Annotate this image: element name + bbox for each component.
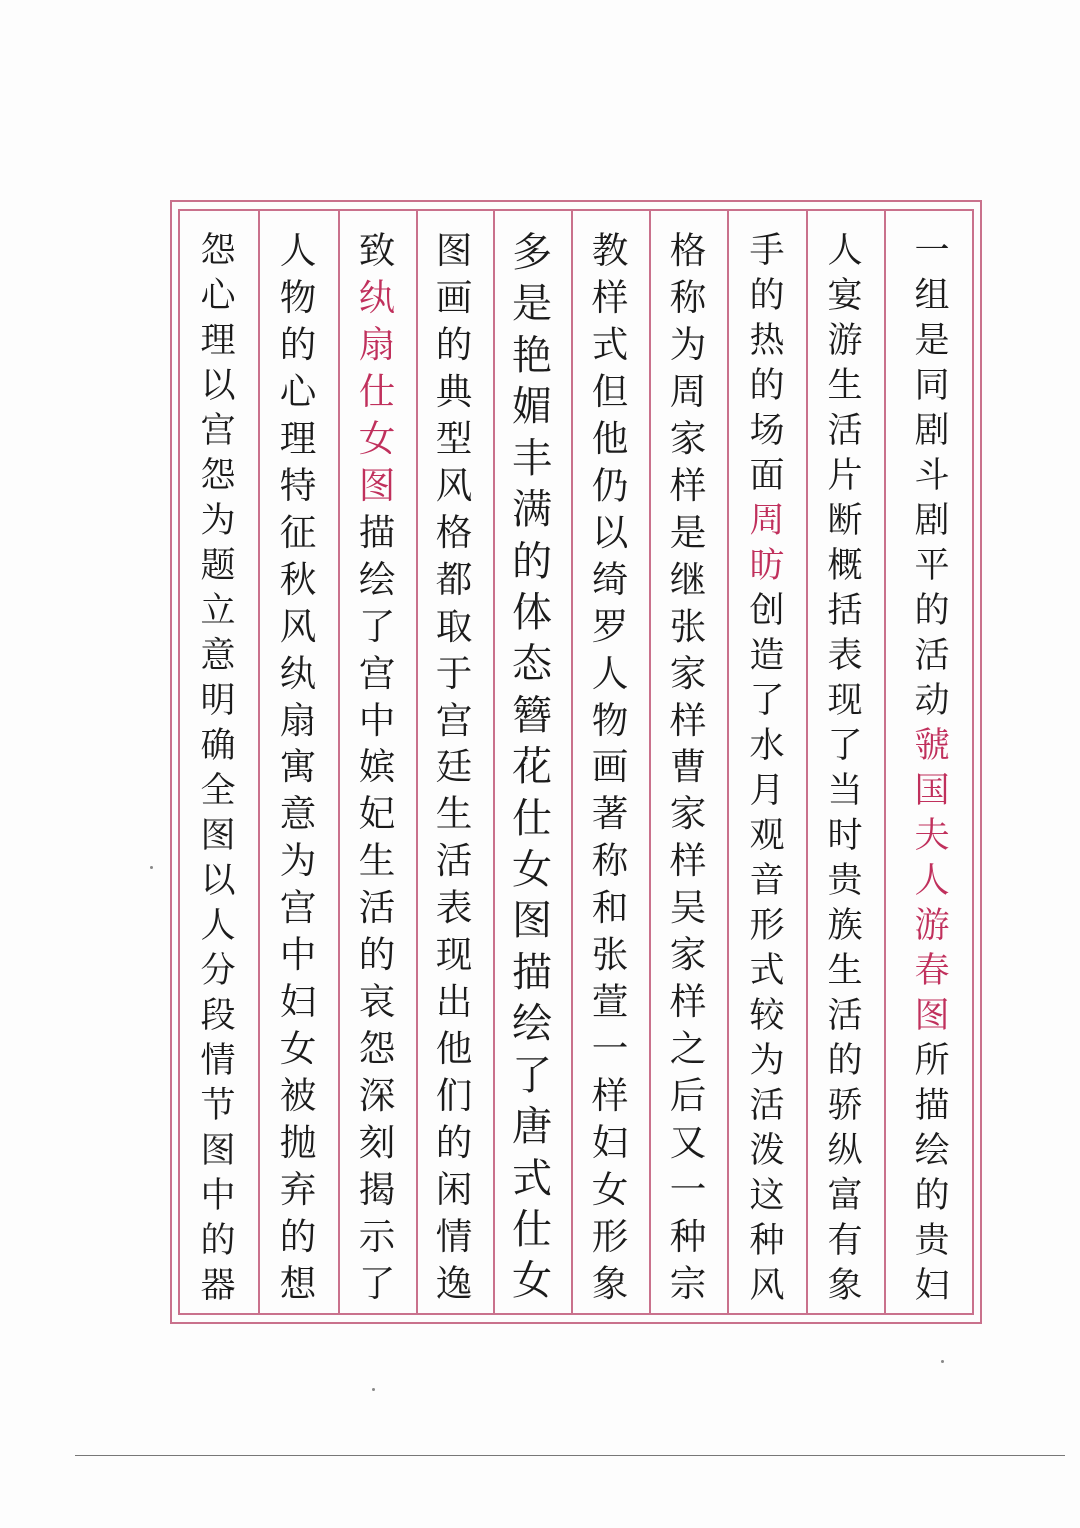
character: 生	[358, 839, 396, 883]
character: 分	[200, 950, 236, 991]
character: 后	[669, 1074, 707, 1118]
character: 泼	[749, 1130, 785, 1171]
character: 曹	[669, 745, 707, 789]
character: 称	[591, 839, 629, 883]
text-column	[424, 228, 484, 1308]
character: 但	[591, 369, 629, 413]
character: 的	[279, 1215, 317, 1259]
character: 剧	[914, 500, 950, 541]
character: 立	[200, 590, 236, 631]
character: 一	[591, 1027, 629, 1071]
character: 著	[591, 792, 629, 836]
character: 示	[358, 1215, 396, 1259]
character: 组	[914, 275, 950, 316]
text-column	[902, 228, 962, 1308]
character: 了	[749, 680, 785, 721]
character: 春	[914, 950, 950, 991]
character: 扇	[279, 698, 317, 742]
character: 虢	[914, 725, 950, 766]
text-column	[347, 228, 407, 1308]
character: 样	[669, 980, 707, 1024]
character: 人	[827, 230, 863, 271]
character: 面	[749, 455, 785, 496]
character: 仍	[591, 463, 629, 507]
character: 宫	[358, 651, 396, 695]
character: 称	[669, 275, 707, 319]
character: 以	[200, 365, 236, 406]
character: 又	[669, 1121, 707, 1165]
character: 形	[591, 1215, 629, 1259]
character: 家	[669, 416, 707, 460]
character: 的	[749, 365, 785, 406]
character: 风	[749, 1265, 785, 1306]
character: 的	[511, 538, 553, 585]
character: 是	[914, 320, 950, 361]
character: 绮	[591, 557, 629, 601]
ink-speck	[150, 866, 153, 869]
character: 的	[435, 1121, 473, 1165]
character: 富	[827, 1175, 863, 1216]
character: 教	[591, 229, 629, 272]
character: 了	[358, 1261, 396, 1305]
character: 象	[827, 1265, 863, 1306]
character: 式	[511, 1155, 553, 1202]
character: 音	[749, 860, 785, 901]
character: 物	[279, 275, 317, 319]
character: 生	[827, 365, 863, 406]
character: 宫	[279, 886, 317, 930]
character: 式	[749, 950, 785, 991]
character: 情	[435, 1215, 473, 1259]
character: 水	[749, 725, 785, 766]
character: 断	[827, 500, 863, 541]
character: 出	[435, 980, 473, 1024]
character: 画	[591, 745, 629, 789]
character: 怨	[200, 230, 236, 271]
character: 被	[279, 1074, 317, 1118]
character: 为	[279, 839, 317, 883]
character: 人	[279, 229, 317, 272]
character: 手	[749, 230, 785, 271]
character: 中	[279, 933, 317, 977]
character: 意	[200, 635, 236, 676]
character: 周	[669, 369, 707, 413]
character: 活	[435, 839, 473, 883]
character: 的	[749, 275, 785, 316]
character: 一	[914, 230, 950, 271]
character: 平	[914, 545, 950, 586]
character: 当	[827, 770, 863, 811]
character: 女	[279, 1027, 317, 1071]
character: 哀	[358, 980, 396, 1024]
column-divider	[493, 211, 495, 1313]
character: 场	[749, 410, 785, 451]
character: 丰	[511, 435, 553, 482]
text-column	[815, 228, 875, 1308]
character: 题	[200, 545, 236, 586]
character: 活	[914, 635, 950, 676]
character: 妃	[358, 792, 396, 836]
character: 中	[358, 698, 396, 742]
character: 贵	[914, 1220, 950, 1261]
character: 家	[669, 792, 707, 836]
character: 花	[511, 744, 553, 791]
character: 妇	[279, 980, 317, 1024]
character: 以	[200, 860, 236, 901]
text-column	[658, 228, 718, 1308]
character: 为	[669, 322, 707, 366]
character: 格	[669, 229, 707, 272]
character: 型	[435, 416, 473, 460]
character: 女	[511, 1258, 553, 1305]
character: 宫	[200, 410, 236, 451]
character: 纵	[827, 1130, 863, 1171]
character: 节	[200, 1085, 236, 1126]
character: 闲	[435, 1168, 473, 1212]
ink-speck	[941, 1360, 944, 1363]
page-edge-line	[75, 1455, 1065, 1456]
character: 绘	[914, 1130, 950, 1171]
character: 游	[914, 905, 950, 946]
character: 扇	[358, 322, 396, 366]
character: 生	[435, 792, 473, 836]
character: 继	[669, 557, 707, 601]
character: 确	[200, 725, 236, 766]
character: 绘	[358, 557, 396, 601]
character: 秋	[279, 557, 317, 601]
character: 式	[591, 322, 629, 366]
character: 活	[827, 995, 863, 1036]
character: 妇	[914, 1265, 950, 1306]
character: 的	[279, 322, 317, 366]
character: 怨	[358, 1027, 396, 1071]
character: 人	[200, 905, 236, 946]
character: 吴	[669, 886, 707, 930]
character: 所	[914, 1040, 950, 1081]
character: 态	[511, 641, 553, 688]
character: 现	[827, 680, 863, 721]
character: 这	[749, 1175, 785, 1216]
character: 宫	[435, 698, 473, 742]
character: 画	[435, 275, 473, 319]
character: 张	[591, 933, 629, 977]
character: 弃	[279, 1168, 317, 1212]
character: 一	[669, 1168, 707, 1212]
character: 图	[435, 229, 473, 272]
character: 媚	[511, 384, 553, 431]
character: 表	[827, 635, 863, 676]
character: 种	[669, 1215, 707, 1259]
character: 括	[827, 590, 863, 631]
character: 萱	[591, 980, 629, 1024]
character: 了	[511, 1052, 553, 1099]
character: 宴	[827, 275, 863, 316]
character: 纨	[358, 275, 396, 319]
character: 表	[435, 886, 473, 930]
character: 夫	[914, 815, 950, 856]
text-column	[188, 228, 248, 1308]
character: 现	[435, 933, 473, 977]
character: 揭	[358, 1168, 396, 1212]
character: 纨	[279, 651, 317, 695]
character: 图	[511, 898, 553, 945]
character: 活	[358, 886, 396, 930]
character: 逸	[435, 1261, 473, 1305]
character: 于	[435, 651, 473, 695]
character: 片	[827, 455, 863, 496]
character: 中	[200, 1175, 236, 1216]
character: 抛	[279, 1121, 317, 1165]
character: 观	[749, 815, 785, 856]
character: 女	[511, 847, 553, 894]
text-column	[268, 228, 328, 1308]
character: 理	[279, 416, 317, 460]
character: 嫔	[358, 745, 396, 789]
character: 图	[914, 995, 950, 1036]
character: 造	[749, 635, 785, 676]
character: 生	[827, 950, 863, 991]
column-divider	[338, 211, 340, 1313]
character: 怨	[200, 455, 236, 496]
character: 人	[914, 860, 950, 901]
character: 热	[749, 320, 785, 361]
character: 了	[358, 604, 396, 648]
character: 绘	[511, 1001, 553, 1048]
character: 贵	[827, 860, 863, 901]
column-divider	[416, 211, 418, 1313]
text-column	[737, 228, 797, 1308]
character: 月	[749, 770, 785, 811]
column-divider	[258, 211, 260, 1313]
character: 满	[511, 487, 553, 534]
character: 样	[591, 275, 629, 319]
character: 样	[669, 839, 707, 883]
character: 的	[358, 933, 396, 977]
character: 宗	[669, 1261, 707, 1305]
character: 女	[591, 1168, 629, 1212]
text-column	[502, 228, 562, 1308]
character: 段	[200, 995, 236, 1036]
character: 征	[279, 510, 317, 554]
character: 物	[591, 698, 629, 742]
character: 的	[827, 1040, 863, 1081]
character: 他	[435, 1027, 473, 1071]
character: 斗	[914, 455, 950, 496]
character: 是	[511, 281, 553, 328]
character: 之	[669, 1027, 707, 1071]
character: 风	[435, 463, 473, 507]
character: 形	[749, 905, 785, 946]
column-divider	[727, 211, 729, 1313]
character: 唐	[511, 1104, 553, 1151]
ink-speck	[372, 1388, 375, 1391]
character: 周	[749, 500, 785, 541]
character: 活	[827, 410, 863, 451]
character: 张	[669, 604, 707, 648]
character: 有	[827, 1220, 863, 1261]
character: 意	[279, 792, 317, 836]
character: 廷	[435, 745, 473, 789]
character: 仕	[511, 1207, 553, 1254]
character: 描	[914, 1085, 950, 1126]
character: 特	[279, 463, 317, 507]
character: 心	[200, 275, 236, 316]
character: 为	[749, 1040, 785, 1081]
character: 较	[749, 995, 785, 1036]
character: 风	[279, 604, 317, 648]
character: 样	[669, 698, 707, 742]
character: 昉	[749, 545, 785, 586]
character: 人	[591, 651, 629, 695]
character: 簪	[511, 692, 553, 739]
character: 样	[669, 463, 707, 507]
character: 女	[358, 416, 396, 460]
character: 描	[511, 949, 553, 996]
character: 的	[435, 322, 473, 366]
column-divider	[884, 211, 886, 1313]
character: 妇	[591, 1121, 629, 1165]
character: 情	[200, 1040, 236, 1081]
character: 刻	[358, 1121, 396, 1165]
character: 体	[511, 589, 553, 636]
character: 的	[914, 590, 950, 631]
character: 图	[358, 463, 396, 507]
character: 理	[200, 320, 236, 361]
character: 游	[827, 320, 863, 361]
character: 格	[435, 510, 473, 554]
text-column	[580, 228, 640, 1308]
character: 器	[200, 1265, 236, 1306]
character: 仕	[358, 369, 396, 413]
character: 们	[435, 1074, 473, 1118]
character: 全	[200, 770, 236, 811]
character: 骄	[827, 1085, 863, 1126]
character: 种	[749, 1220, 785, 1261]
character: 多	[511, 230, 553, 276]
character: 是	[669, 510, 707, 554]
character: 深	[358, 1074, 396, 1118]
column-divider	[806, 211, 808, 1313]
column-divider	[649, 211, 651, 1313]
character: 时	[827, 815, 863, 856]
character: 创	[749, 590, 785, 631]
character: 国	[914, 770, 950, 811]
character: 样	[591, 1074, 629, 1118]
character: 象	[591, 1261, 629, 1305]
character: 致	[358, 229, 396, 272]
character: 家	[669, 933, 707, 977]
character: 活	[749, 1085, 785, 1126]
character: 典	[435, 369, 473, 413]
character: 剧	[914, 410, 950, 451]
character: 动	[914, 680, 950, 721]
character: 和	[591, 886, 629, 930]
character: 都	[435, 557, 473, 601]
character: 描	[358, 510, 396, 554]
character: 图	[200, 815, 236, 856]
column-divider	[571, 211, 573, 1313]
character: 艳	[511, 332, 553, 379]
character: 族	[827, 905, 863, 946]
character: 图	[200, 1130, 236, 1171]
character: 明	[200, 680, 236, 721]
character: 为	[200, 500, 236, 541]
character: 的	[914, 1175, 950, 1216]
character: 同	[914, 365, 950, 406]
character: 心	[279, 369, 317, 413]
character: 家	[669, 651, 707, 695]
character: 的	[200, 1220, 236, 1261]
character: 他	[591, 416, 629, 460]
character: 概	[827, 545, 863, 586]
character: 罗	[591, 604, 629, 648]
character: 想	[279, 1261, 317, 1305]
character: 了	[827, 725, 863, 766]
character: 仕	[511, 795, 553, 842]
character: 取	[435, 604, 473, 648]
character: 寓	[279, 745, 317, 789]
character: 以	[591, 510, 629, 554]
